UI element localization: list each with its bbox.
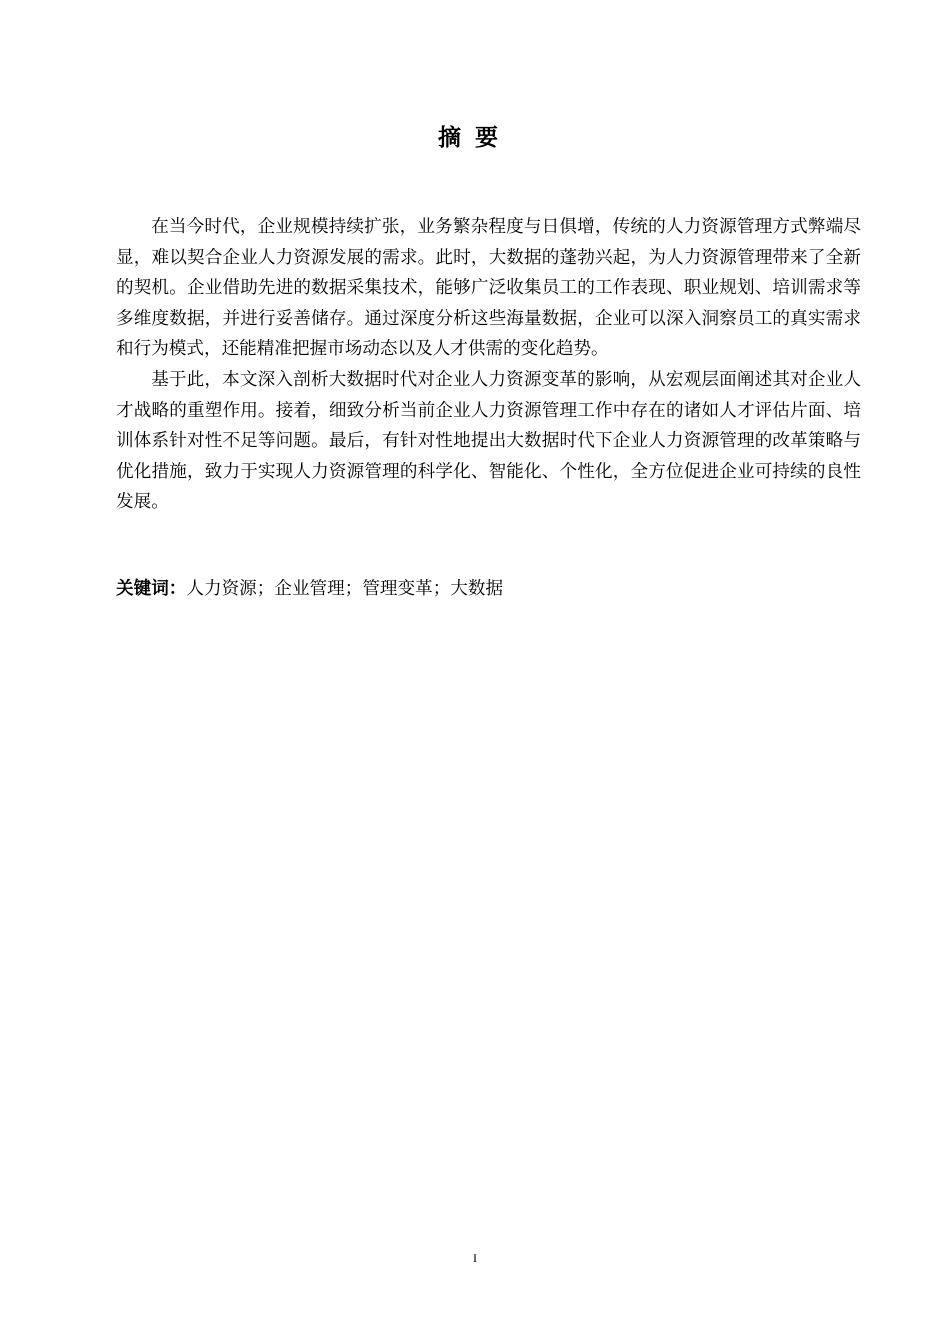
abstract-paragraph-1: 在当今时代，企业规模持续扩张，业务繁杂程度与日俱增，传统的人力资源管理方式弊端尽显，难以契合企业人力资源发展的需求。此时，大数据的蓬勃兴起，为人力资源管理带来了全新的契机。企业借助先进的数据采集技术，能够广泛收集员工的工作表现、职业规划、培训需求等多维度数据，并进行妥善储存。通过深度分析这些海量数据，企业可以深入洞察员工的真实需求和行为模式，还能精准把握市场动态以及人才供需的变化趋势。 [116,217,861,360]
keywords-label: 关键词： [116,579,187,599]
abstract-title: 摘要 [438,125,512,151]
keywords-line [116,574,861,604]
keywords-value: 人力资源；企业管理；管理变革；大数据 [186,579,504,599]
abstract-body [116,212,861,518]
page-number: I [473,1251,477,1265]
abstract-paragraph-2: 基于此，本文深入剖析大数据时代对企业人力资源变革的影响，从宏观层面阐述其对企业人才战略的重塑作用。接着，细致分析当前企业人力资源管理工作中存在的诸如人才评估片面、培训体系针对性不足等问题。最后，有针对性地提出大数据时代下企业人力资源管理的改革策略与优化措施，致力于实现人力资源管理的科学化、智能化、个性化，全方位促进企业可持续的良性发展。 [116,369,861,513]
